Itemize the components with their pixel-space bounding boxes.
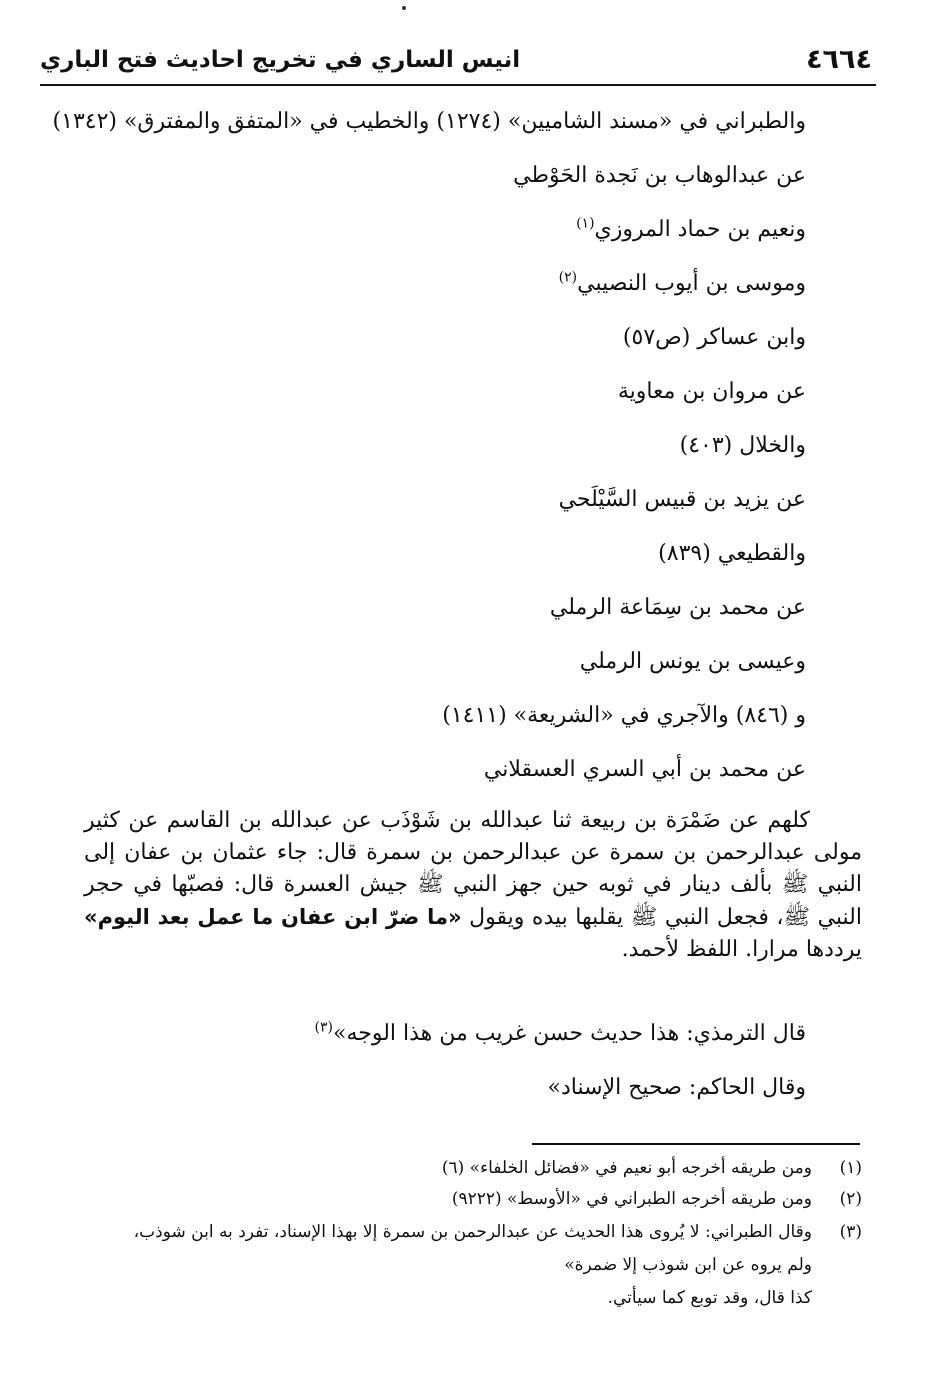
text-line: والقطيعي (٨٣٩) [658, 541, 806, 566]
text-line: وموسى بن أيوب النصيبي$^{(٢)}$ [558, 269, 806, 296]
hadith-paragraph [84, 805, 862, 966]
footnote-text: ومن طريقه أخرجه أبو نعيم في «فضائل الخلفاء» (٦) [441, 1158, 812, 1178]
text-line: عن محمد بن أبي السري العسقلاني [483, 757, 806, 782]
print-mark [402, 6, 406, 10]
text-line: والخلال (٤٠٣) [679, 433, 806, 458]
footnote-separator [532, 1143, 860, 1145]
running-title: انيس الساري في تخريج احاديث فتح الباري [40, 47, 521, 73]
text-line: عن مروان بن معاوية [617, 379, 806, 404]
text-line: و (٨٤٦) والآجري في «الشريعة» (١٤١١) [442, 703, 806, 728]
footnote-ref[interactable]: (٣) [314, 1019, 333, 1036]
footnote-number: (١) [839, 1158, 862, 1178]
page-header [40, 40, 876, 86]
text-line: وابن عساكر (ص٥٧) [622, 325, 806, 350]
footnote-text: ولم يروه عن ابن شوذب إلا ضمرة» [564, 1255, 812, 1275]
paragraph-body: كلهم عن ضَمْرَة بن ربيعة ثنا عبدالله بن شَوْذَب عن عبدالله بن القاسم عن كثير مولى عبدالرحمن بن سمرة عن عبدالرحمن بن سمرة قال: جاء عثمان بن عفان إلى النبي ﷺ بألف دينار في ثوبه حين جهز النبي ﷺ جيش العسرة قال: فصبّها في حجر النبي ﷺ، فجعل النبي ﷺ يقلبها بيده ويقول «ما ضرّ ابن عفان ما عمل بعد اليوم» يرددها مرارا. اللفظ لأحمد. [84, 808, 862, 962]
footnote-text: كذا قال، وقد توبع كما سيأتي. [607, 1288, 812, 1308]
text-line: عن محمد بن سِمَاعة الرملي [549, 595, 806, 620]
tirmidhi-quote: قال الترمذي: هذا حديث حسن غريب من هذا الوجه»$^{(٣)}$ [314, 1019, 806, 1046]
footnote-text: وقال الطبراني: لا يُروى هذا الحديث عن عبدالرحمن بن سمرة إلا بهذا الإسناد، تفرد به ابن شوذب، [133, 1222, 812, 1242]
footnote-ref[interactable]: (١) [576, 215, 595, 232]
hadith-quote: «ما ضرّ ابن عفان ما عمل بعد اليوم» [84, 905, 462, 929]
footnote-number: (٢) [839, 1189, 862, 1209]
text-line: والطبراني في «مسند الشاميين» (١٢٧٤) والخطيب في «المتفق والمفترق» (١٣٤٢) [52, 109, 806, 134]
page-number: ٤٦٦٤ [806, 44, 872, 75]
footnote-number: (٣) [839, 1222, 862, 1242]
text-line: عن يزيد بن قبيس السَّيْلَحي [558, 487, 806, 512]
footnote-text: ومن طريقه أخرجه الطبراني في «الأوسط» (٩٢٢٢) [451, 1189, 812, 1209]
hakim-quote: وقال الحاكم: صحيح الإسناد» [547, 1075, 806, 1100]
text-line: ونعيم بن حماد المروزي$^{(١)}$ [576, 215, 806, 242]
text-line: عن عبدالوهاب بن نَجدة الحَوْطي [513, 163, 806, 188]
text-line: وعيسى بن يونس الرملي [579, 649, 806, 674]
footnote-ref[interactable]: (٢) [558, 269, 578, 286]
